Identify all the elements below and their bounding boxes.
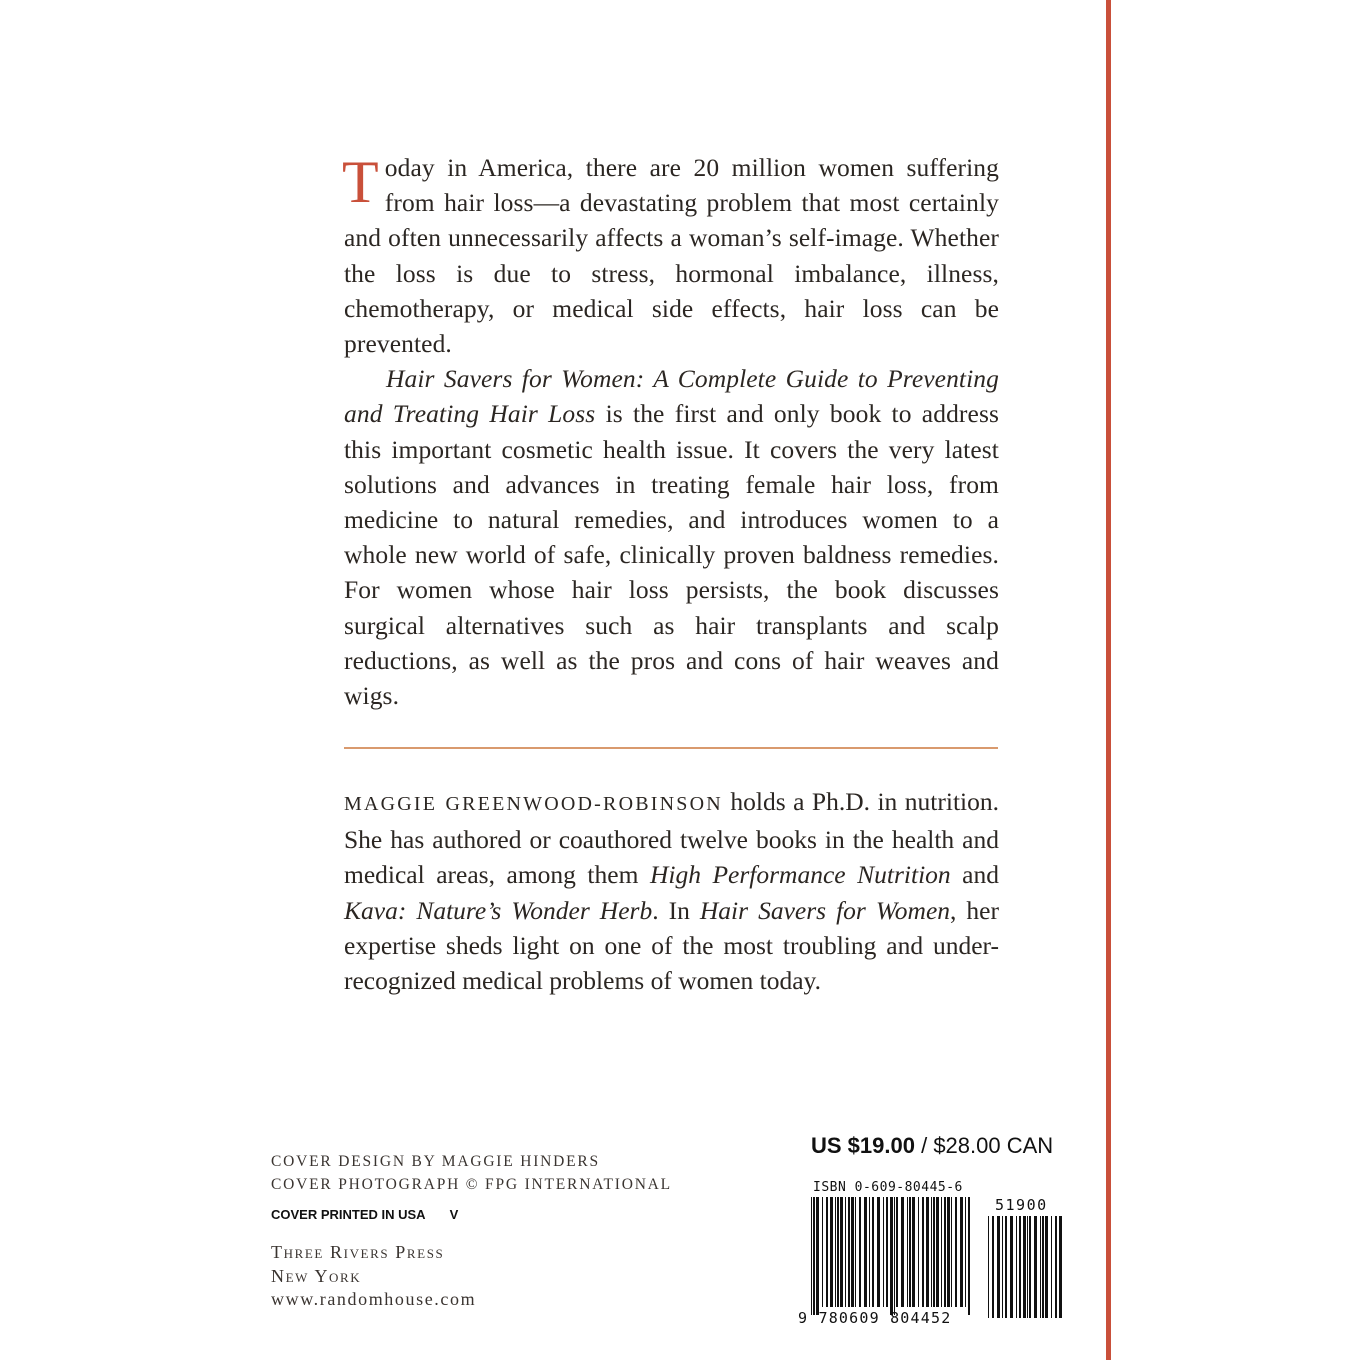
- barcode-bar: [1023, 1216, 1026, 1318]
- barcode-bar: [835, 1197, 836, 1307]
- barcode-bar: [1055, 1216, 1057, 1318]
- book-title: Hair Savers for Women: A Complete Guide to Preventing and Treating Hair Loss: [344, 364, 999, 429]
- author-name: MAGGIE GREENWOOD-ROBINSON: [344, 793, 723, 815]
- barcode-bar: [1059, 1216, 1062, 1318]
- blurb-paragraph-2-text: is the first and only book to address this important cosmetic health issue. It covers the very latest solutions and advances in treating female hair loss, from medicine to natural remedies, and introduces women to a whole new world of safe, clinically proven baldness remedies. For women whose hair loss persists, the book discusses surgical alternatives such as hair transplants and scalp reductions, as well as the pros and cons of hair weaves and wigs.: [344, 399, 999, 711]
- bio-text-1: holds a Ph.D. in nutrition. She has authored or coauthored twelve books in the health and medical areas, among them: [344, 787, 999, 890]
- barcode-bar: [960, 1197, 963, 1307]
- barcode-bar: [907, 1197, 908, 1307]
- barcode-bar: [931, 1197, 932, 1307]
- barcode-bar: [837, 1197, 839, 1307]
- section-divider: [344, 747, 998, 749]
- barcode-bar: [1042, 1216, 1044, 1318]
- barcode-bar: [869, 1197, 870, 1307]
- barcode-bar: [1029, 1216, 1031, 1318]
- bio-text-3: . In: [652, 895, 700, 925]
- printed-mark: V: [449, 1207, 459, 1222]
- barcode-bar: [1027, 1216, 1028, 1318]
- bio-text-4: , her expertise sheds light on one of the most troubling and under-recognized medical problems of women today.: [344, 895, 999, 996]
- book-title-1: High Performance Nutrition: [649, 860, 951, 890]
- barcode-addon: [988, 1216, 1064, 1326]
- barcode-bar: [951, 1197, 952, 1307]
- barcode-bar: [864, 1197, 867, 1307]
- barcode-ean-digits: 9 780609 804452: [798, 1309, 952, 1327]
- printed-in-line: [271, 1207, 458, 1222]
- barcode-bar: [1045, 1216, 1048, 1318]
- barcode-bar: [947, 1197, 950, 1307]
- price-separator: /: [914, 1133, 934, 1158]
- book-title-3: Hair Savers for Women: [699, 895, 951, 925]
- price-line: [811, 1133, 1053, 1159]
- blurb-paragraph-1-text: oday in America, there are 20 million women suffering from hair loss—a devastating problem that most certainly and often unnecessarily affects a woman’s self-image. Whether the loss is due to stress, hormonal imbalance, illness, chemotherapy, or medical side effects, hair loss can be prevented.: [344, 153, 999, 359]
- barcode-bar: [816, 1197, 819, 1315]
- bio-text-2: and: [950, 860, 999, 890]
- barcode-bar: [851, 1197, 854, 1307]
- barcode-bar: [965, 1197, 966, 1307]
- barcode-bar: [848, 1197, 850, 1307]
- barcode-bar: [877, 1197, 880, 1307]
- barcode-bar: [968, 1197, 970, 1315]
- barcode-bar: [955, 1197, 957, 1307]
- barcode-addon-digits: 51900: [995, 1196, 1048, 1214]
- barcode-bar: [855, 1197, 856, 1307]
- barcode-bar: [822, 1197, 823, 1307]
- barcode-bar: [1010, 1216, 1013, 1318]
- barcode-bar: [926, 1197, 929, 1307]
- barcode-bar: [909, 1197, 911, 1307]
- barcode-bar: [890, 1197, 893, 1315]
- barcode-bar: [1016, 1216, 1017, 1318]
- barcode-bar: [992, 1216, 994, 1318]
- barcode-bar: [1034, 1216, 1037, 1318]
- isbn-label: ISBN 0-609-80445-6: [813, 1180, 963, 1195]
- barcode-bar: [845, 1197, 846, 1307]
- barcode-bar: [988, 1216, 989, 1318]
- publisher-name: Three Rivers Press: [271, 1242, 445, 1262]
- barcode-bar: [941, 1197, 942, 1307]
- barcode-bar: [859, 1197, 861, 1307]
- barcode-bar: [997, 1216, 1000, 1318]
- barcode-bar: [840, 1197, 843, 1307]
- barcode-ean: [811, 1197, 973, 1315]
- barcode-bar: [826, 1197, 828, 1307]
- barcode-bar: [894, 1197, 895, 1315]
- blurb-paragraph-2: [344, 361, 999, 713]
- author-bio: [344, 784, 999, 998]
- barcode-bar: [936, 1197, 939, 1307]
- publisher-block: [271, 1241, 476, 1312]
- barcode-bar: [830, 1197, 833, 1307]
- barcode-bar: [811, 1197, 812, 1315]
- barcode-bar: [944, 1197, 946, 1307]
- barcode-bar: [1051, 1216, 1052, 1318]
- author-bio-paragraph: [344, 784, 999, 998]
- printed-in-label: COVER PRINTED IN USA: [271, 1207, 426, 1222]
- barcode-bar: [1002, 1216, 1003, 1318]
- spine-edge-rule: [1106, 0, 1111, 1360]
- drop-cap: T: [342, 149, 379, 215]
- cover-design-credit: COVER DESIGN BY MAGGIE HINDERS: [271, 1153, 600, 1170]
- cover-photo-credit: COVER PHOTOGRAPH © FPG INTERNATIONAL: [271, 1176, 672, 1193]
- barcode-bar: [922, 1197, 924, 1307]
- barcode-bar: [1019, 1216, 1021, 1318]
- barcode-bar: [1040, 1216, 1041, 1318]
- barcode-bar: [883, 1197, 884, 1307]
- publisher-city: New York: [271, 1265, 362, 1286]
- barcode-bar: [912, 1197, 915, 1307]
- barcode-bar: [813, 1197, 815, 1315]
- book-title-2: Kava: Nature’s Wonder Herb: [344, 895, 653, 925]
- barcode-bar: [1005, 1216, 1007, 1318]
- price-us: US $19.00: [811, 1133, 915, 1158]
- cover-credits: [271, 1150, 672, 1196]
- barcode-bar: [901, 1197, 904, 1307]
- barcode-bar: [918, 1197, 919, 1307]
- book-blurb: [344, 150, 999, 713]
- price-can: $28.00 CAN: [933, 1133, 1054, 1158]
- blurb-paragraph-1: [344, 150, 999, 361]
- publisher-url: www.randomhouse.com: [271, 1289, 477, 1309]
- barcode-bar: [933, 1197, 935, 1307]
- barcode-bar: [896, 1197, 898, 1307]
- barcode-bar: [872, 1197, 874, 1307]
- barcode-bar: [886, 1197, 888, 1307]
